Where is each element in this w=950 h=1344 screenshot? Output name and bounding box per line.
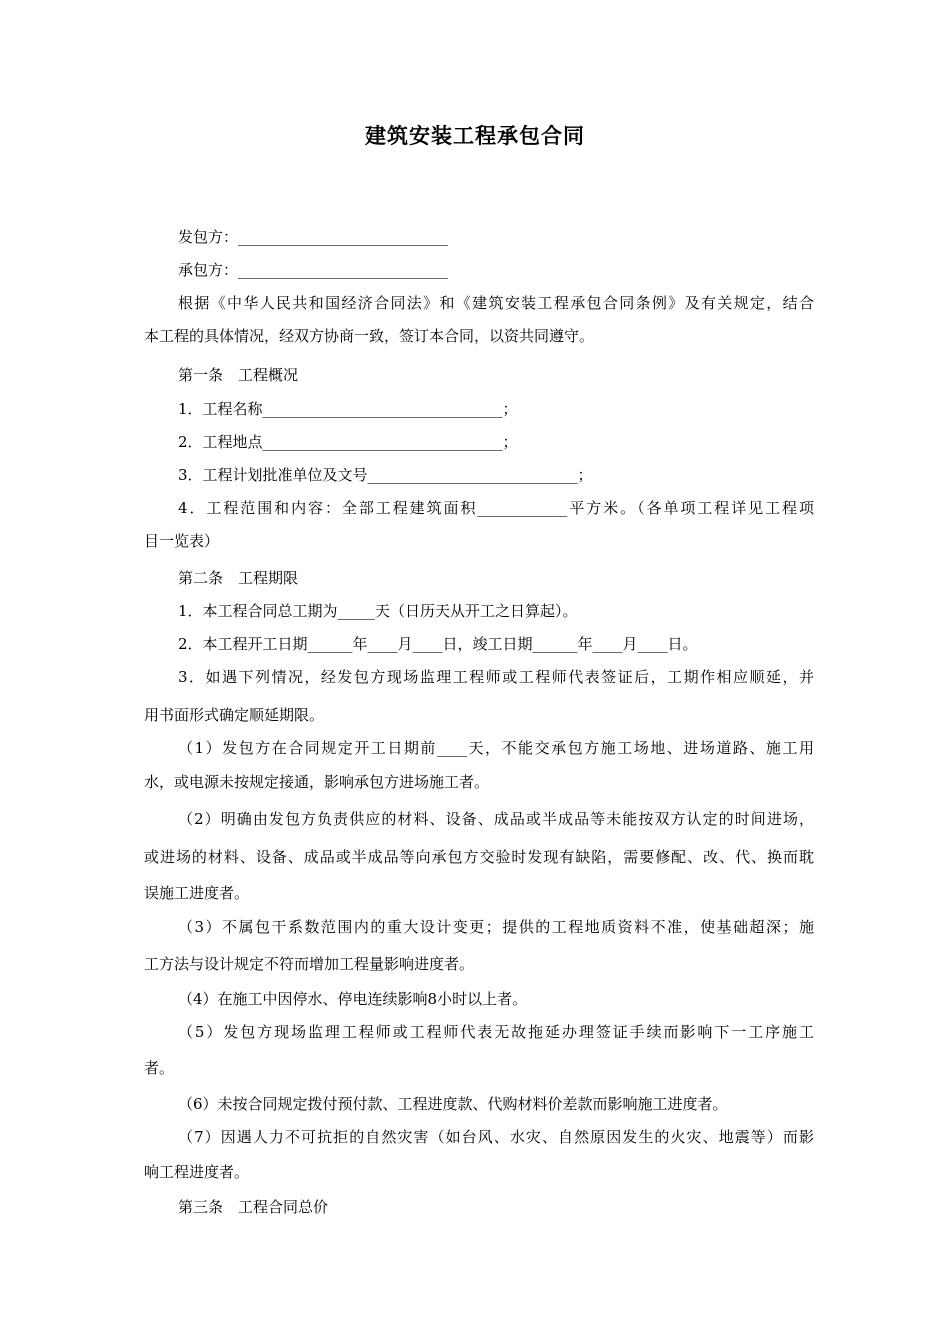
text-line: 2．工程地点________________________________； xyxy=(178,433,518,451)
text-line: 响工程进度者。 xyxy=(144,1163,250,1181)
section-heading-3: 第三条 工程合同总价 xyxy=(178,1198,329,1216)
text-line: （6）未按合同规定拨付预付款、工程进度款、代购材料价差款而影响施工进度者。 xyxy=(178,1095,728,1113)
text-line: 1．工程名称________________________________； xyxy=(178,400,518,418)
text-line: （7）因遇人力不可抗拒的自然灾害（如台风、水灾、自然原因发生的火灾、地震等）而影 xyxy=(178,1128,814,1146)
text-line: （4）在施工中因停水、停电连续影响8小时以上者。 xyxy=(178,990,528,1008)
text-line: 或进场的材料、设备、成品或半成品等向承包方交验时发现有缺陷，需要修配、改、代、换而耽 xyxy=(144,848,814,866)
section-heading-1: 第一条 工程概况 xyxy=(178,366,299,384)
text-line: 者。 xyxy=(144,1059,175,1077)
text-line: （2）明确由发包方负责供应的材料、设备、成品或半成品等未能按双方认定的时间进场， xyxy=(178,810,814,828)
text-line-party-b: 承包方：____________________________ xyxy=(178,261,449,279)
text-line: 2．本工程开工日期______年____月____日，竣工日期______年____月____日。 xyxy=(178,635,698,653)
section-heading-2: 第二条 工程期限 xyxy=(178,569,299,587)
text-line: 4．工程范围和内容：全部工程建筑面积____________平方米。（各单项工程详见工程项 xyxy=(178,499,814,517)
text-line: 3．工程计划批准单位及文号____________________________； xyxy=(178,466,593,484)
text-line: 目一览表） xyxy=(144,532,220,550)
text-line: 1．本工程合同总工期为_____天（日历天从开工之日算起）。 xyxy=(178,602,578,620)
text-line: 水，或电源未按规定接通，影响承包方进场施工者。 xyxy=(144,773,490,791)
text-line: （3）不属包干系数范围内的重大设计变更；提供的工程地质资料不准，使基础超深；施 xyxy=(178,918,814,936)
text-line: （5）发包方现场监理工程师或工程师代表无故拖延办理签证手续而影响下一工序施工 xyxy=(178,1023,814,1041)
page-title: 建筑安装工程承包合同 xyxy=(365,123,585,148)
text-line: 工方法与设计规定不符而增加工程量影响进度者。 xyxy=(144,955,475,973)
text-line-party-a: 发包方：____________________________ xyxy=(178,228,449,246)
text-line-preamble-2: 本工程的具体情况，经双方协商一致，签订本合同，以资共同遵守。 xyxy=(144,327,595,345)
text-line: （1）发包方在合同规定开工日期前____天，不能交承包方施工场地、进场道路、施工用 xyxy=(178,739,814,757)
text-line: 误施工进度者。 xyxy=(144,884,250,902)
text-line: 3．如遇下列情况，经发包方现场监理工程师或工程师代表签证后，工期作相应顺延，并 xyxy=(178,668,814,686)
text-line-preamble-1: 根据《中华人民共和国经济合同法》和《建筑安装工程承包合同条例》及有关规定，结合 xyxy=(178,294,814,312)
text-line: 用书面形式确定顺延期限。 xyxy=(144,706,325,724)
